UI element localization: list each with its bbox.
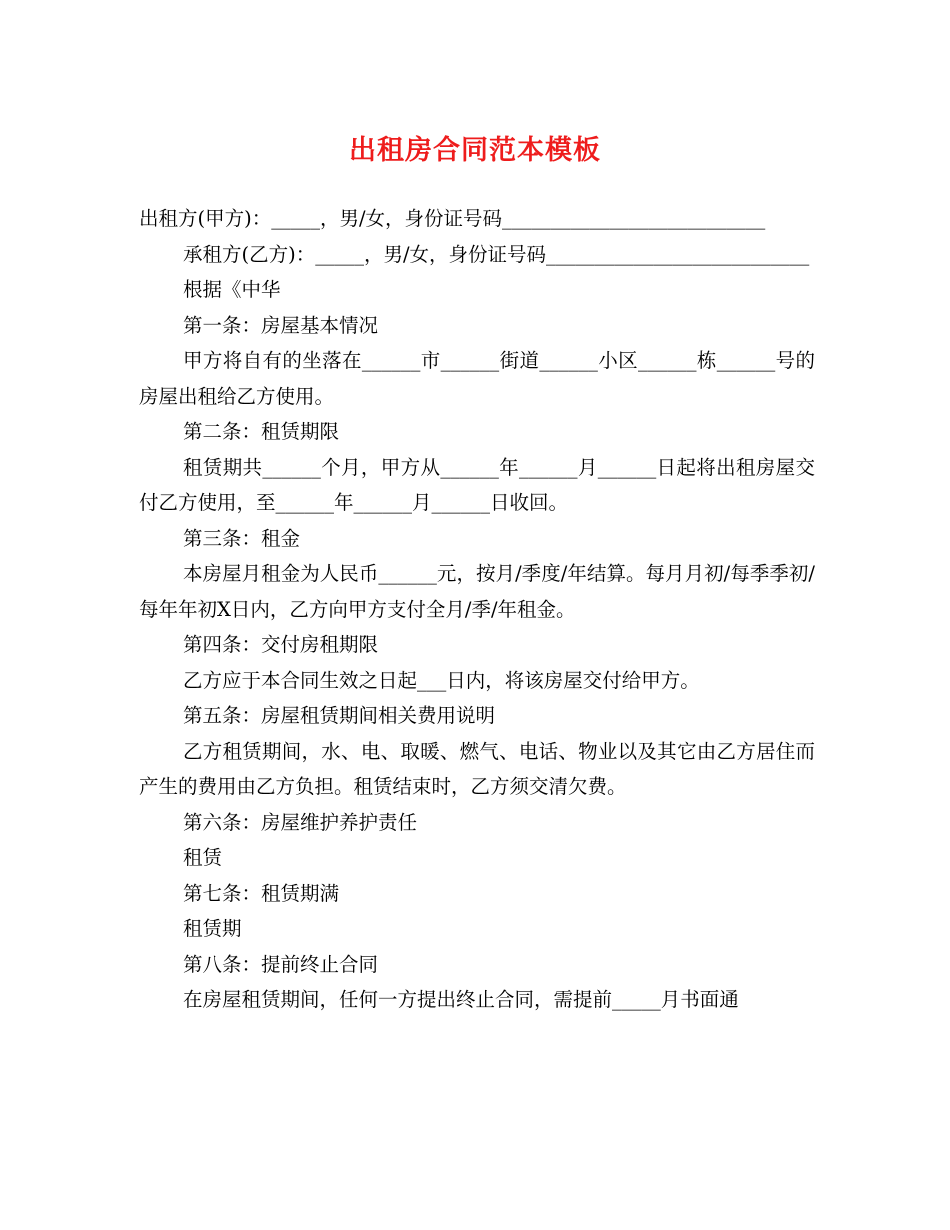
article-8-heading: 第八条：提前终止合同 bbox=[183, 952, 379, 976]
article-4-text: 乙方应于本合同生效之日起___日内，将该房屋交付给甲方。 bbox=[183, 668, 700, 692]
article-3-text: 本房屋月租金为人民币______元，按月/季度/年结算。每月月初/每季季初/每年年初X日内，乙方向甲方支付全月/季/年租金。 bbox=[139, 562, 815, 621]
article-3-heading: 第三条：租金 bbox=[183, 526, 301, 550]
article-7-heading: 第七条：租赁期满 bbox=[183, 881, 340, 905]
document-title: 出租房合同范本模板 bbox=[349, 135, 601, 166]
preamble-paragraph: 根据《中华 bbox=[183, 278, 281, 301]
article-5-text: 乙方租赁期间，水、电、取暖、燃气、电话、物业以及其它由乙方居住而产生的费用由乙方负担。租赁结束时，乙方须交清欠费。 bbox=[139, 739, 815, 798]
lessee-paragraph: 承租方(乙方)：_____，男/女，身份证号码___________________________ bbox=[183, 242, 810, 266]
contract-body bbox=[139, 201, 815, 1018]
article-1-heading: 第一条：房屋基本情况 bbox=[183, 313, 379, 337]
article-6-heading: 第六条：房屋维护养护责任 bbox=[183, 810, 418, 834]
article-6-text: 租赁 bbox=[183, 846, 223, 869]
article-5-heading: 第五条：房屋租赁期间相关费用说明 bbox=[183, 704, 496, 727]
article-8-text: 在房屋租赁期间，任何一方提出终止合同，需提前_____月书面通 bbox=[183, 988, 739, 1011]
lessor-paragraph: 出租方(甲方)：_____，男/女，身份证号码___________________________ bbox=[139, 207, 766, 230]
article-7-text: 租赁期 bbox=[183, 917, 242, 940]
article-4-heading: 第四条：交付房租期限 bbox=[183, 633, 379, 656]
article-2-text: 租赁期共______个月，甲方从______年______月______日起将出租房屋交付乙方使用，至______年______月______日收回。 bbox=[139, 455, 815, 514]
article-1-text: 甲方将自有的坐落在______市______街道______小区______栋______号的房屋出租给乙方使用。 bbox=[139, 349, 815, 408]
article-2-heading: 第二条：租赁期限 bbox=[183, 420, 340, 443]
